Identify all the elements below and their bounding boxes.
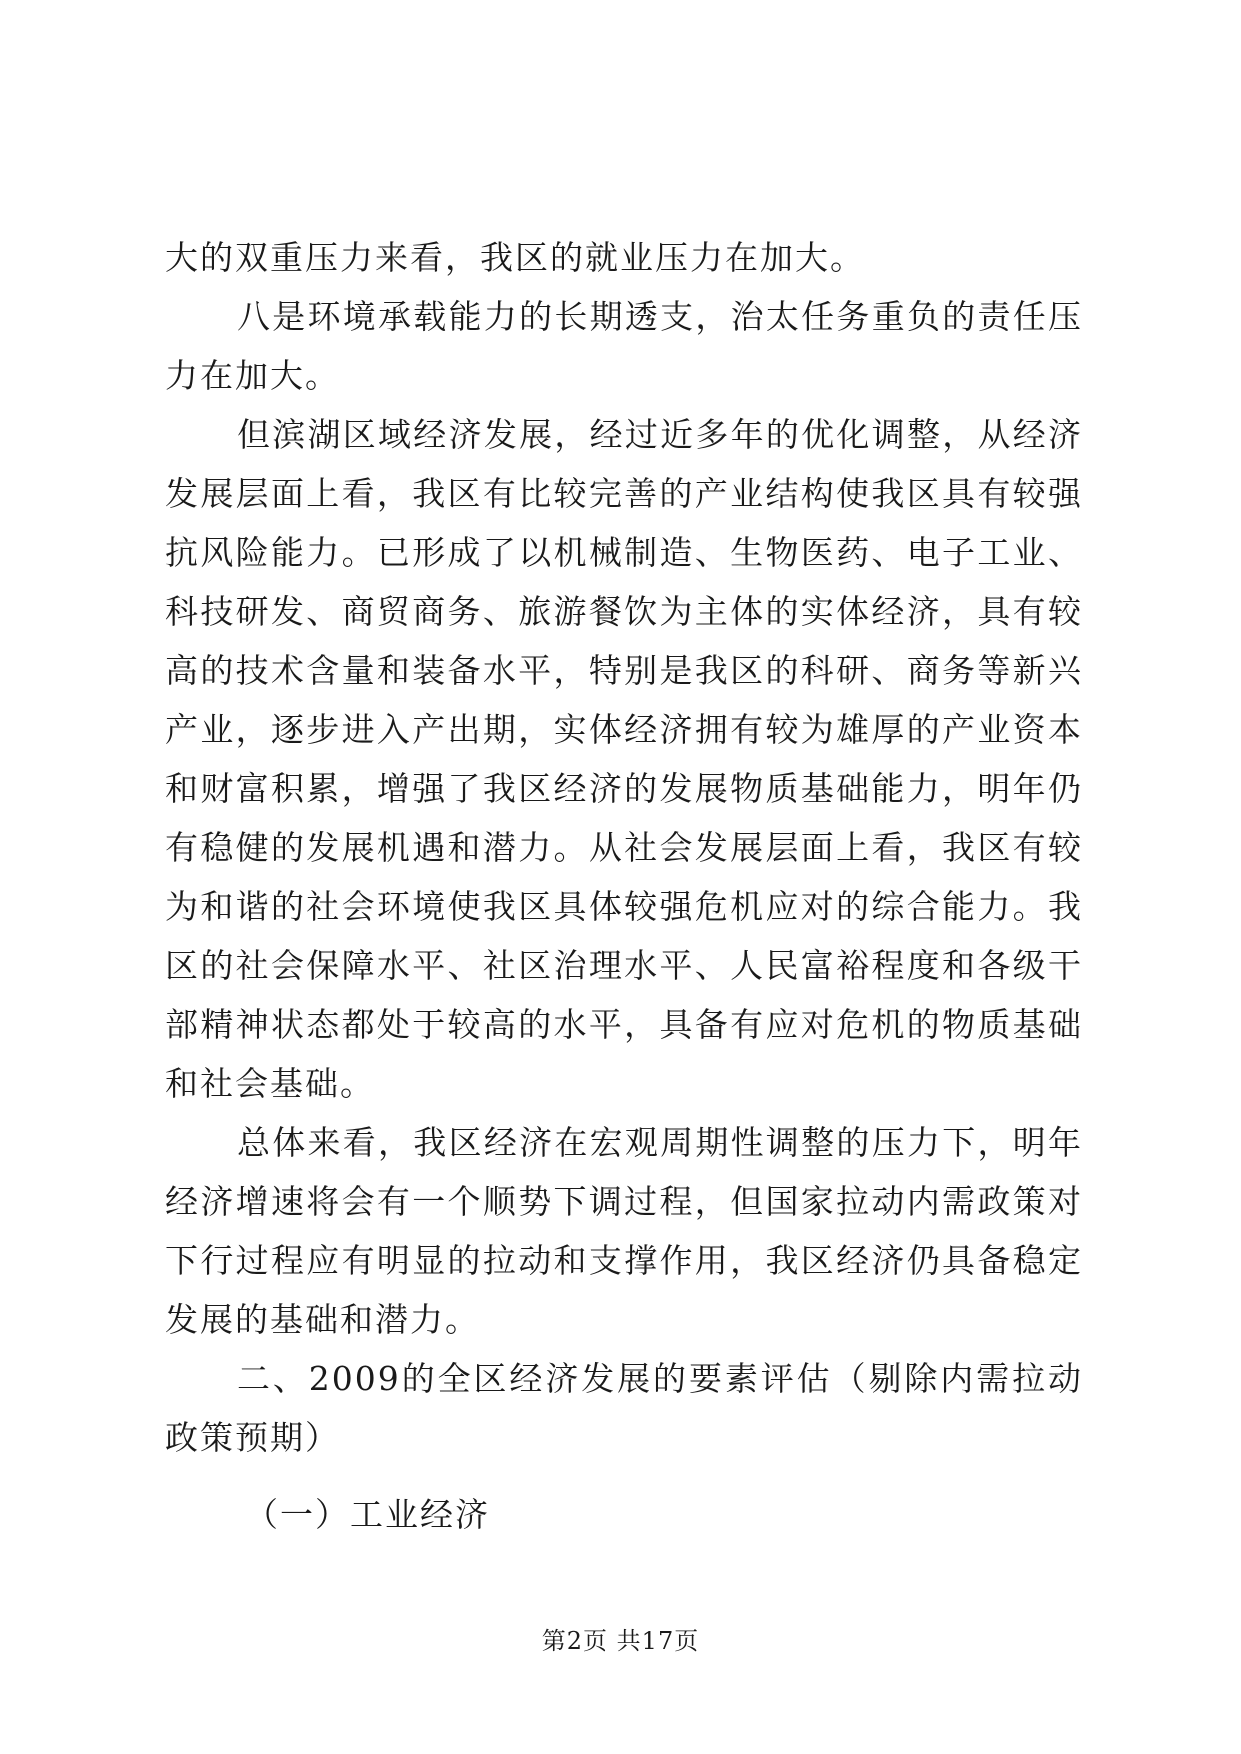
section-heading-2009-assessment: 二、2009的全区经济发展的要素评估（剔除内需拉动政策预期）	[165, 1359, 1083, 1457]
document-body	[165, 228, 1083, 1544]
paragraph-overall-summary: 总体来看，我区经济在宏观周期性调整的压力下，明年经济增速将会有一个顺势下调过程，但国家拉动内需政策对下行过程应有明显的拉动和支撑作用，我区经济仍具备稳定发展的基础和潜力。	[165, 1123, 1083, 1339]
paragraph-binhu-economy: 但滨湖区域经济发展，经过近多年的优化调整，从经济发展层面上看，我区有比较完善的产业结构使我区具有较强抗风险能力。已形成了以机械制造、生物医药、电子工业、科技研发、商贸商务、旅游餐饮为主体的实体经济，具有较高的技术含量和装备水平，特别是我区的科研、商务等新兴产业，逐步进入产出期，实体经济拥有较为雄厚的产业资本和财富积累，增强了我区经济的发展物质基础能力，明年仍有稳健的发展机遇和潜力。从社会发展层面上看，我区有较为和谐的社会环境使我区具体较强危机应对的综合能力。我区的社会保障水平、社区治理水平、人民富裕程度和各级干部精神状态都处于较高的水平，具备有应对危机的物质基础和社会基础。	[165, 415, 1083, 1103]
paragraph-environment-pressure: 八是环境承载能力的长期透支，治太任务重负的责任压力在加大。	[165, 297, 1083, 395]
page-number-footer: 第2页 共17页	[541, 1627, 700, 1655]
subsection-heading-industrial-economy: （一）工业经济	[245, 1495, 490, 1534]
paragraph-continuation: 大的双重压力来看，我区的就业压力在加大。	[165, 238, 865, 277]
